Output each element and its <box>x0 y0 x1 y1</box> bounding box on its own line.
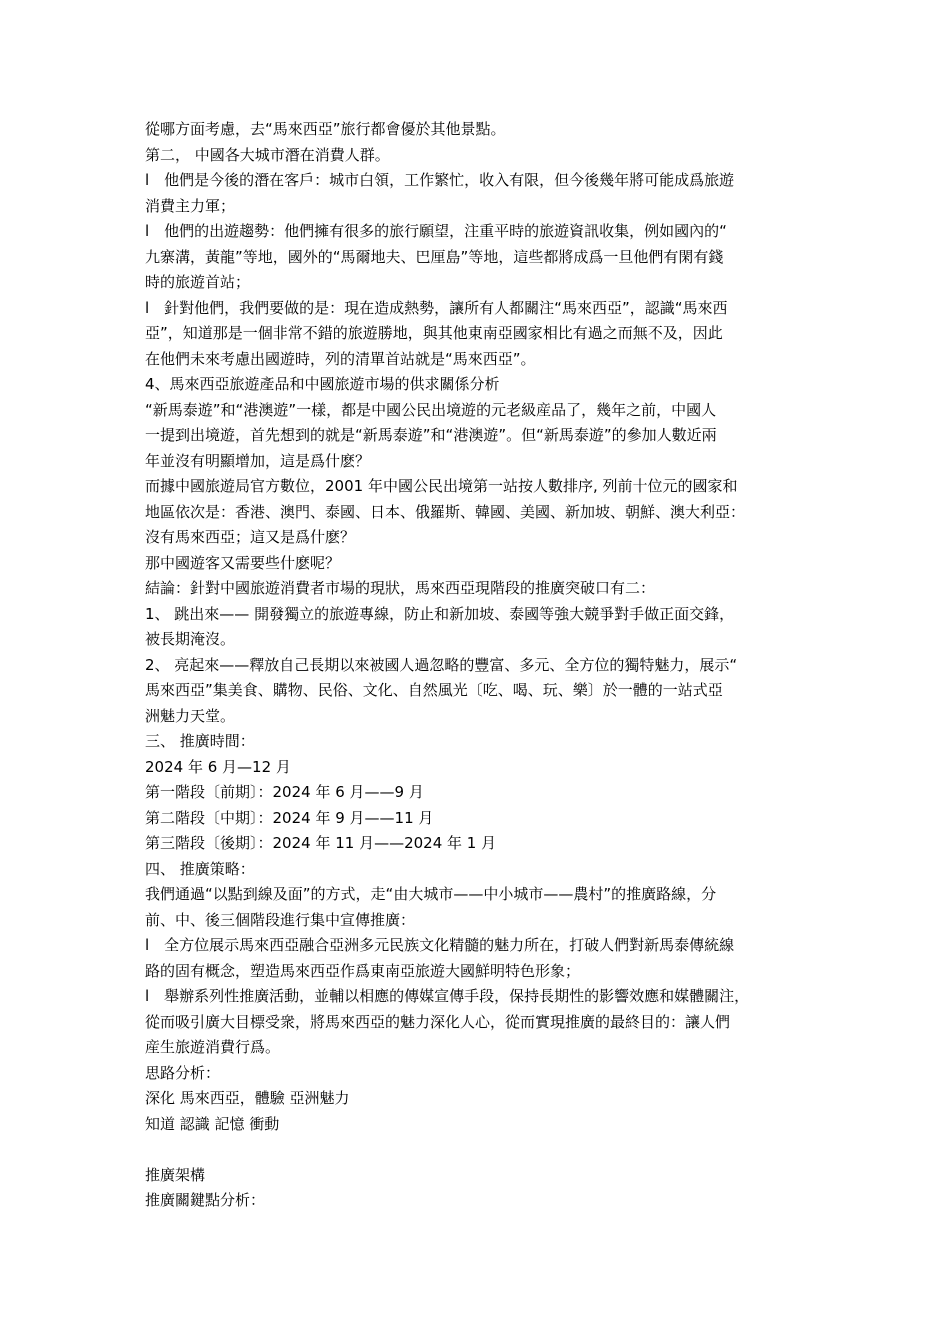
text-line: 那中國遊客又需要些什麽呢？ <box>145 553 341 572</box>
text-line: 而據中國旅遊局官方數位，2001 年中國公民出境第一站按人數排序, 列前十位元的國家和 <box>145 477 738 495</box>
text-line: 地區依次是：香港、澳門、泰國、日本、俄羅斯、韓國、美國、新加坡、朝鮮、澳大利亞： <box>145 502 746 521</box>
text-line: 在他們未來考慮出國遊時，列的清單首站就是“馬來西亞”。 <box>145 349 536 368</box>
phase-line: 第二階段〔中期〕：2024 年 9 月——11 月 <box>145 808 434 827</box>
bullet-line: l 針對他們，我們要做的是：現在造成熱勢，讓所有人都關注“馬來西亞”，認識“馬來西 <box>145 298 728 317</box>
section-heading-2: 第二， 中國各大城市潛在消費人群。 <box>145 145 390 164</box>
text-line: 亞”，知道那是一個非常不錯的旅遊勝地，與其他東南亞國家相比有過之而無不及，因此 <box>145 324 723 342</box>
text-line: 九寨溝，黃龍”等地，國外的“馬爾地夫、巴厘島”等地，這些都將成爲一旦他們有閑有錢 <box>145 247 724 266</box>
text-line: 被長期淹沒。 <box>145 630 236 648</box>
text-line: 一提到出境遊，首先想到的就是“新馬泰遊”和“港澳遊”。但“新馬泰遊”的參加人數近兩 <box>145 426 717 444</box>
section-heading-promotion-strategy: 四、 推廣策略： <box>145 859 255 878</box>
text-line: 馬來西亞”集美食、購物、民俗、文化、自然風光〔吃、喝、玩、樂〕於一體的一站式亞 <box>145 681 723 699</box>
text-line: 洲魅力天堂。 <box>145 706 236 725</box>
date-range-line: 2024 年 6 月—12 月 <box>145 757 291 776</box>
bullet-line: l 舉辦系列性推廣活動，並輔以相應的傳媒宣傳手段，保持長期性的影響效應和媒體關注， <box>145 987 750 1005</box>
numbered-line: 1、 跳出來—— 開發獨立的旅遊專線，防止和新加坡、泰國等強大競爭對手做正面交鋒， <box>145 604 735 623</box>
section-heading-4: 4、馬來西亞旅遊產品和中國旅遊市場的供求關係分析 <box>145 375 500 393</box>
text-line: 時的旅遊首站； <box>145 273 251 291</box>
text-line: 深化 馬來西亞，體驗 亞洲魅力 <box>145 1089 350 1107</box>
text-line: 路的固有概念，塑造馬來西亞作爲東南亞旅遊大國鮮明特色形象； <box>145 961 581 980</box>
text-line: 我們通過“以點到線及面”的方式，走“由大城市——中小城市——農村”的推廣路線，分 <box>145 885 717 903</box>
text-line: 知道 認識 記憶 衝動 <box>145 1114 280 1133</box>
text-line: 從哪方面考慮，去“馬來西亞”旅行都會優於其他景點。 <box>145 120 506 138</box>
heading-promotion-structure: 推廣架構 <box>145 1165 206 1184</box>
conclusion-line: 結論：針對中國旅遊消費者市場的現狀，馬來西亞現階段的推廣突破口有二： <box>145 579 656 597</box>
text-line: “新馬泰遊”和“港澳遊”一樣，都是中國公民出境遊的元老級産品了，幾年之前，中國人 <box>145 400 717 419</box>
blank-line <box>145 1137 825 1163</box>
text-line: 從而吸引廣大目標受衆，將馬來西亞的魅力深化人心，從而實現推廣的最終目的：讓人們 <box>145 1012 731 1031</box>
text-line: 消費主力軍； <box>145 196 236 215</box>
phase-line: 第三階段〔後期〕：2024 年 11 月——2024 年 1 月 <box>145 834 497 852</box>
document-page <box>145 117 825 1214</box>
section-heading-promotion-time: 三、 推廣時間： <box>145 732 255 750</box>
text-line: 産生旅遊消費行爲。 <box>145 1038 281 1056</box>
text-line: 思路分析： <box>145 1063 221 1082</box>
bullet-line: l 他們是今後的潛在客戶：城市白領，工作繁忙，收入有限，但今後幾年將可能成爲旅遊 <box>145 171 735 189</box>
text-line: 前、中、後三個階段進行集中宣傳推廣： <box>145 910 416 929</box>
text-line: 年並沒有明顯增加，這是爲什麽？ <box>145 451 371 470</box>
heading-key-points: 推廣關鍵點分析： <box>145 1191 266 1209</box>
bullet-line: l 他們的出遊趨勢：他們擁有很多的旅行願望，注重平時的旅遊資訊收集，例如國內的“ <box>145 222 727 240</box>
bullet-line: l 全方位展示馬來西亞融合亞洲多元民族文化精髓的魅力所在，打破人們對新馬泰傳統線 <box>145 936 735 954</box>
phase-line: 第一階段〔前期〕：2024 年 6 月——9 月 <box>145 783 424 801</box>
numbered-line: 2、 亮起來——釋放自己長期以來被國人過忽略的豐富、多元、全方位的獨特魅力，展示“ <box>145 655 738 674</box>
text-line: 沒有馬來西亞；這又是爲什麽？ <box>145 528 356 546</box>
